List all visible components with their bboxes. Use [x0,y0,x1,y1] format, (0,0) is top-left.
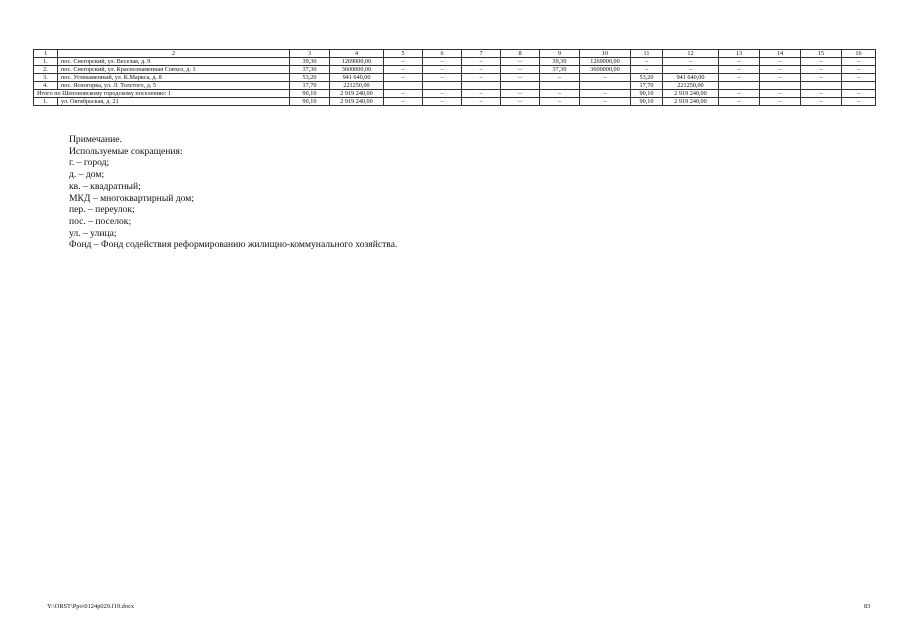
table-cell: 4 [330,50,384,58]
table-cell [801,82,842,90]
table-cell: 90,10 [631,90,663,98]
table-cell: – [801,66,842,74]
note-line: Используемые сокращения: [69,145,183,157]
table-cell: – [760,74,801,82]
table-cell: 3600000,00 [580,66,631,74]
table-cell: – [719,98,760,106]
table-cell: ул. Октябрьская, д. 21 [58,98,290,106]
table-cell: 13 [719,50,760,58]
table-cell: 53,20 [631,74,663,82]
table-cell: 16 [842,50,876,58]
table-cell: 4. [34,82,58,90]
table-cell: 3. [34,74,58,82]
table-cell: – [540,90,580,98]
table-cell: – [760,58,801,66]
table-cell: – [384,66,423,74]
table-cell: – [719,58,760,66]
note-line: Фонд – Фонд содействия реформированию жилищно-коммунального хозяйства. [69,239,398,251]
table-cell [580,82,631,90]
table-cell: 3 [290,50,330,58]
table-row [34,82,876,90]
table-cell: – [631,58,663,66]
note-line: пер. – переулок; [69,204,135,216]
table-cell: – [384,98,423,106]
table-cell: – [842,90,876,98]
table-cell: 2 919 240,00 [330,90,384,98]
table-cell: – [760,90,801,98]
note-line: ул. – улица; [69,227,117,239]
table-cell: 37,30 [540,66,580,74]
table-cell: 1 [34,50,58,58]
table-cell: 90,10 [290,90,330,98]
table-cell: 90,10 [631,98,663,106]
table-cell: 2 [58,50,290,58]
table-cell: 8 [501,50,540,58]
table-cell: – [501,58,540,66]
table-cell: 2. [34,66,58,74]
note-line: г. – город; [69,157,110,169]
table-cell: пос. Ясногорка, ул. Л. Толстого, д. 5 [58,82,290,90]
table-cell [423,82,462,90]
table-cell [384,82,423,90]
table-cell: пос. Снегорский, ул. Краснознаменная Совхоз, д. 1 [58,66,290,74]
table-cell: – [801,90,842,98]
table-cell: – [760,98,801,106]
table-cell [842,82,876,90]
table-cell: – [719,74,760,82]
table-cell: – [462,58,501,66]
table-cell: – [580,98,631,106]
table-cell: – [842,58,876,66]
table-cell: – [540,74,580,82]
table-cell: – [842,66,876,74]
table-cell: – [501,98,540,106]
note-line: кв. – квадратный; [69,180,141,192]
table-cell: 10 [580,50,631,58]
table-cell: 37,30 [290,66,330,74]
table-cell: 2 919 240,00 [330,98,384,106]
table-cell: – [801,98,842,106]
notes-block [69,134,397,251]
table-cell: – [384,90,423,98]
table-cell: 941 640,00 [330,74,384,82]
note-line: МКД – многоквартирный дом; [69,192,195,204]
table-cell: – [801,74,842,82]
page-number: 83 [864,603,871,610]
table-cell: – [631,66,663,74]
table-cell: 9 [540,50,580,58]
table-row [34,66,876,74]
table-cell [719,82,760,90]
table-cell: – [462,90,501,98]
table-cell: – [842,74,876,82]
table-cell: – [384,58,423,66]
table-cell: Итого по Шепоновскому городскому поселению: 1 [34,90,290,98]
table-cell: – [580,90,631,98]
table-cell [760,82,801,90]
table-cell [540,82,580,90]
table-header-row [34,50,876,58]
table-cell: 14 [760,50,801,58]
table-cell: – [462,74,501,82]
table-cell: – [540,98,580,106]
table-cell: 17,70 [631,82,663,90]
table-cell: – [663,58,719,66]
table-cell: 221250,00 [330,82,384,90]
note-heading: Примечание. [69,134,122,145]
table-cell: 7 [462,50,501,58]
table-cell: пос. Углекаменный, ул. К.Маркса, д. 8 [58,74,290,82]
table-cell: – [462,66,501,74]
table-cell: 90,10 [290,98,330,106]
table-cell: – [423,98,462,106]
table-row [34,58,876,66]
table-cell: 53,20 [290,74,330,82]
table-cell: – [501,74,540,82]
table-cell: 2 919 240,00 [663,98,719,106]
table-cell: 221250,00 [663,82,719,90]
table-cell: 11 [631,50,663,58]
table-cell: – [462,98,501,106]
table-cell: – [501,66,540,74]
table-cell: 12 [663,50,719,58]
table-row [34,98,876,106]
note-line: пос. – поселок; [69,215,132,227]
table-cell: 39,30 [290,58,330,66]
table-cell: 15 [801,50,842,58]
table-cell: 1. [34,98,58,106]
table-cell: 1. [34,58,58,66]
table-cell: 39,30 [540,58,580,66]
table-cell: – [580,74,631,82]
housing-table [33,49,876,106]
table-cell: – [501,90,540,98]
table-cell [501,82,540,90]
table-cell: – [423,66,462,74]
table-cell: 1269000,00 [580,58,631,66]
table-cell: – [384,74,423,82]
table-cell: 1269000,00 [330,58,384,66]
table-cell: – [719,90,760,98]
footer-file-path: Y:\ORST\Ppo\0124p029.f19.docx [47,603,135,610]
table-cell: 2 919 240,00 [663,90,719,98]
table-cell: – [663,66,719,74]
table-cell: 941 640,00 [663,74,719,82]
table-subtotal-row [34,90,876,98]
table-cell: 3600000,00 [330,66,384,74]
table-cell: – [842,98,876,106]
table-cell [462,82,501,90]
table-cell: – [760,66,801,74]
table-cell: 5 [384,50,423,58]
table-cell: – [423,74,462,82]
table-cell: 17,70 [290,82,330,90]
table-cell: пос. Снегорский, ул. Веселая, д. 9 [58,58,290,66]
table-cell: – [423,58,462,66]
table-cell: – [423,90,462,98]
table-cell: 6 [423,50,462,58]
table-row [34,74,876,82]
table-cell: – [719,66,760,74]
note-line: д. – дом; [69,169,105,181]
table-cell: – [801,58,842,66]
